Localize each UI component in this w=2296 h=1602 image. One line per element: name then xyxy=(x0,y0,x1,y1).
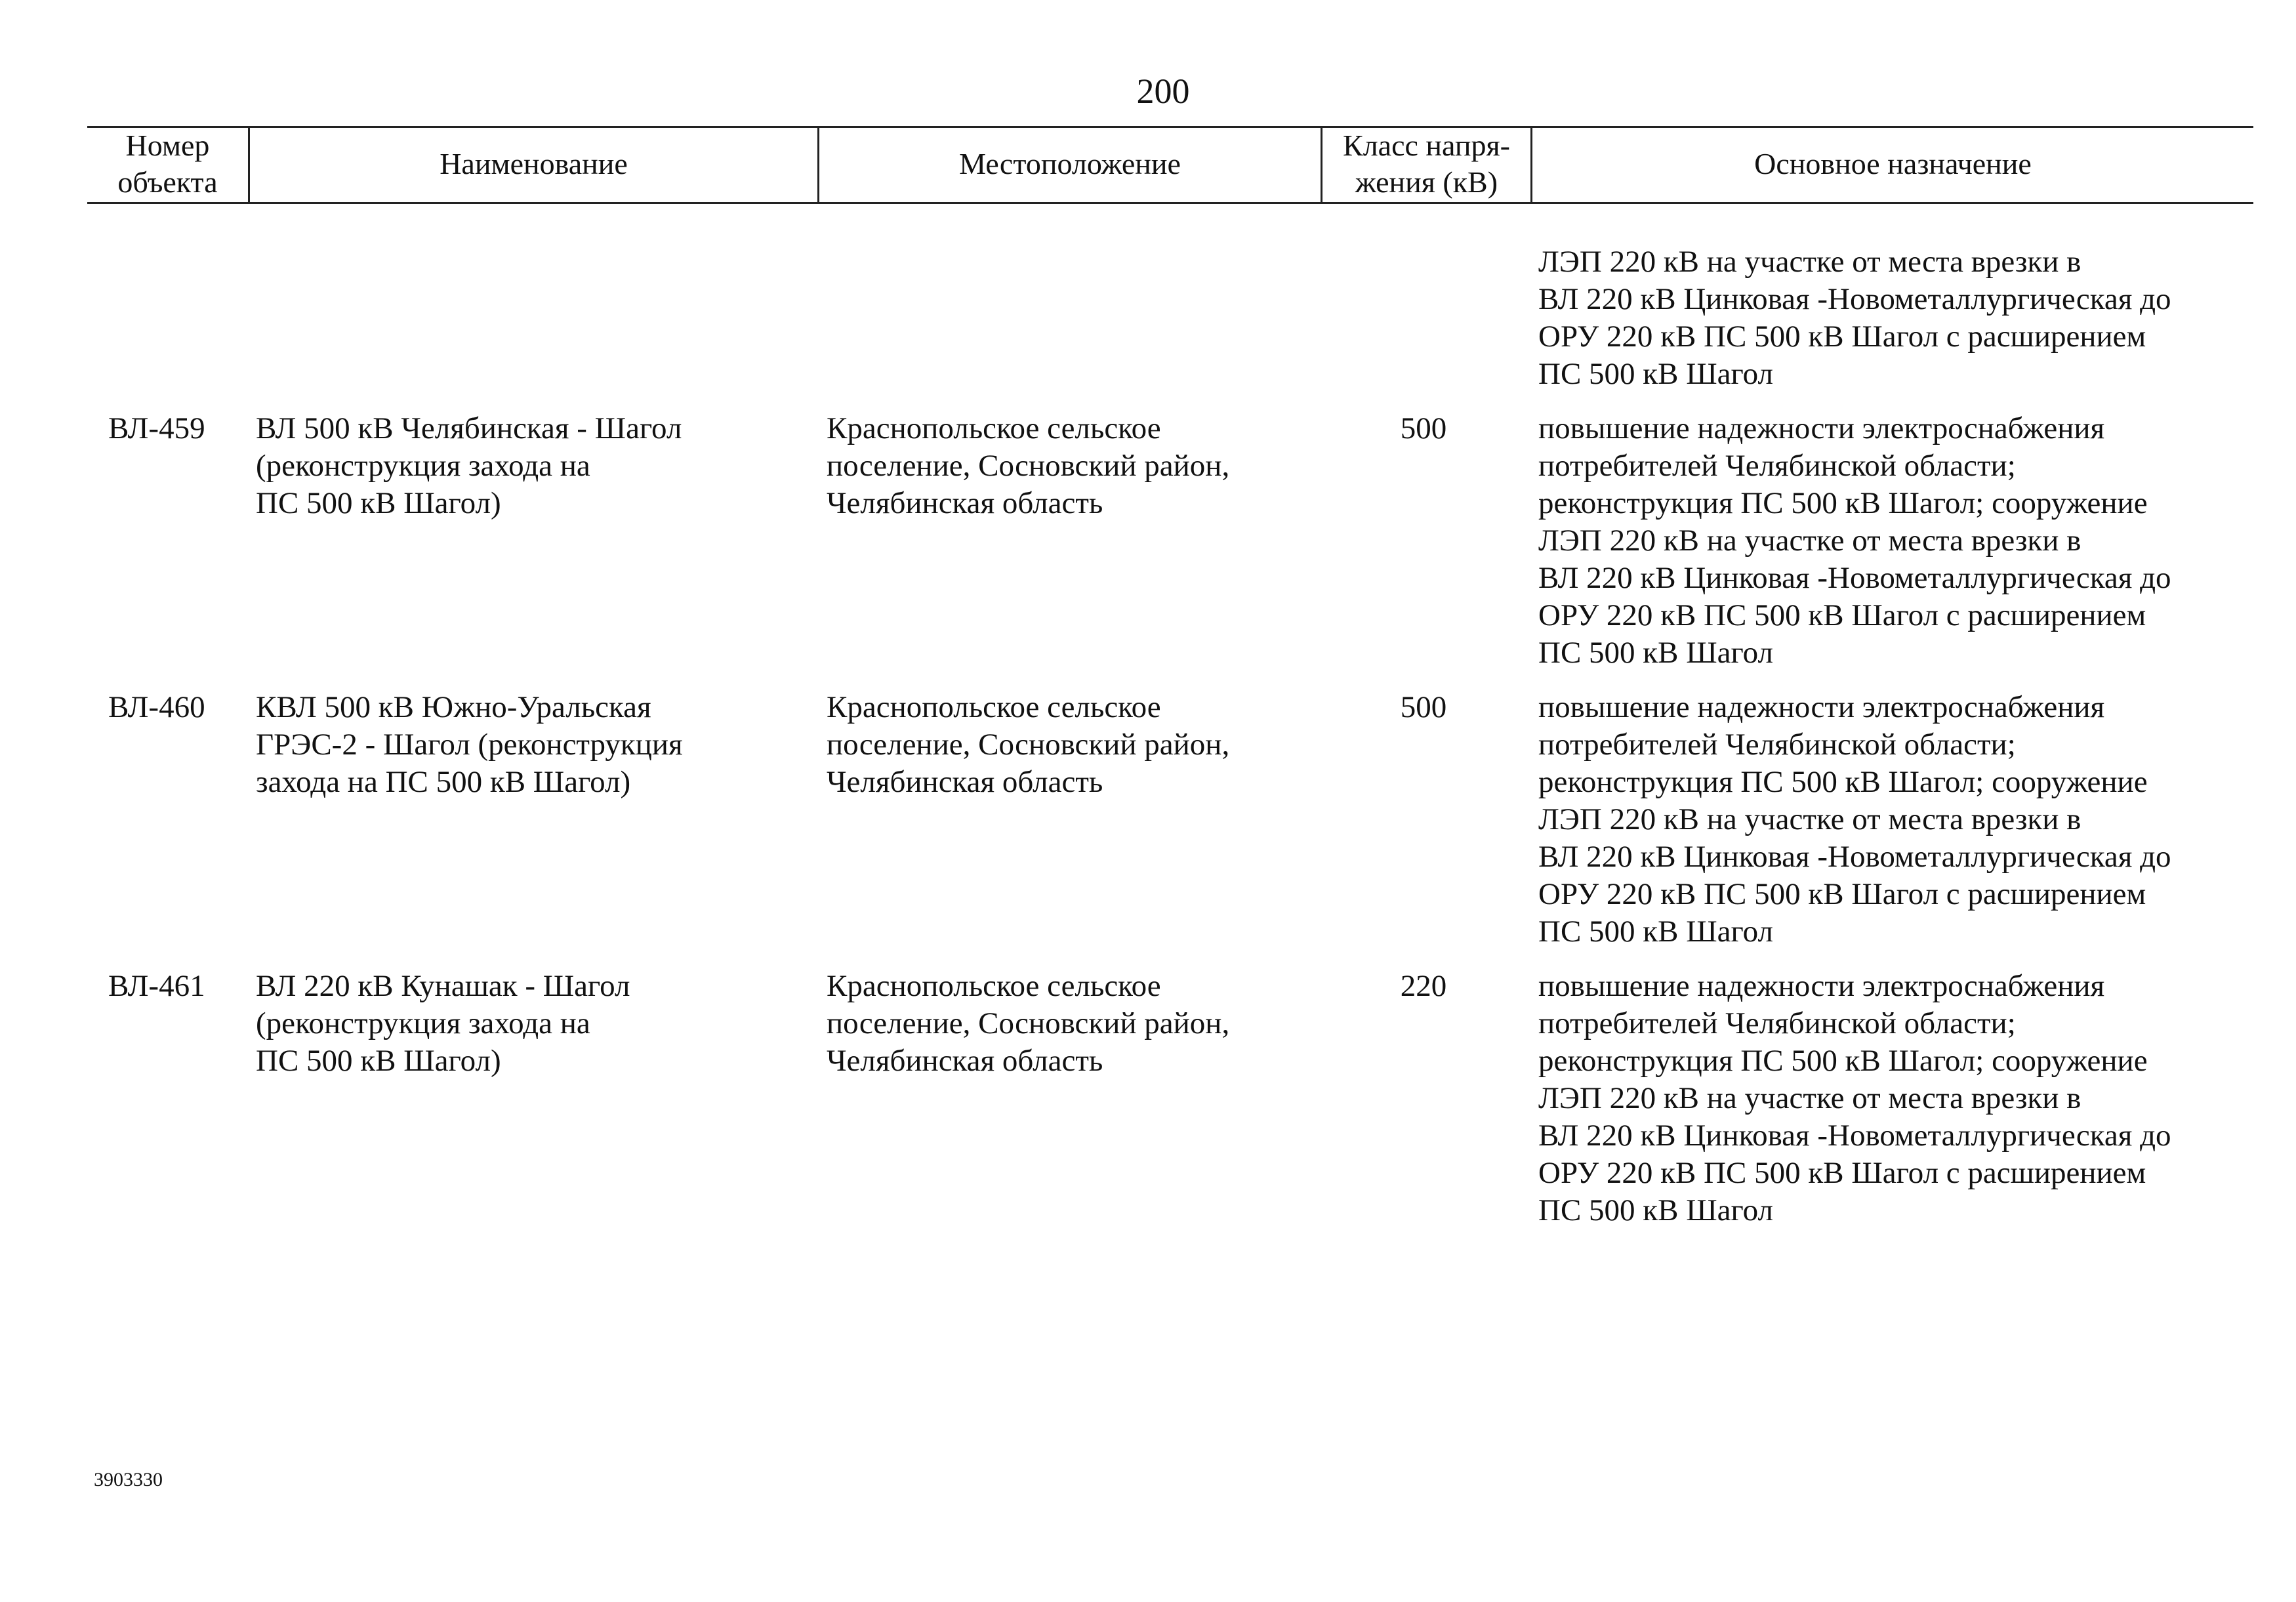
purpose-line: ПС 500 кВ Шагол xyxy=(1538,914,1773,949)
header-name xyxy=(250,126,817,202)
voltage-class: 220 xyxy=(1400,969,1447,1003)
purpose-line: ЛЭП 220 кВ на участке от места врезки в xyxy=(1538,1081,2081,1115)
purpose-line: ОРУ 220 кВ ПС 500 кВ Шагол с расширением xyxy=(1538,319,2146,354)
name-line: ПС 500 кВ Шагол) xyxy=(256,486,501,520)
purpose-line: ПС 500 кВ Шагол xyxy=(1538,1193,1773,1227)
header-bottom-rule xyxy=(87,202,2253,204)
purpose-line: потребителей Челябинской области; xyxy=(1538,449,2016,483)
purpose-line: повышение надежности электроснабжения xyxy=(1538,411,2105,445)
name-line: (реконструкция захода на xyxy=(256,449,590,483)
location-line: поселение, Сосновский район, xyxy=(827,728,1230,762)
purpose-line: ПС 500 кВ Шагол xyxy=(1538,357,1773,391)
purpose-line: реконструкция ПС 500 кВ Шагол; сооружение xyxy=(1538,765,2148,799)
header-purpose-label: Основное назначение xyxy=(1754,147,2032,180)
purpose-line: повышение надежности электроснабжения xyxy=(1538,969,2105,1003)
purpose-line: реконструкция ПС 500 кВ Шагол; сооружение xyxy=(1538,1044,2148,1078)
header-voltage-class xyxy=(1322,126,1530,202)
purpose-line: ОРУ 220 кВ ПС 500 кВ Шагол с расширением xyxy=(1538,598,2146,632)
name-line: ПС 500 кВ Шагол) xyxy=(256,1044,501,1078)
object-name xyxy=(256,968,630,1080)
object-location xyxy=(827,968,1229,1080)
object-purpose xyxy=(1538,410,2171,672)
purpose-line: повышение надежности электроснабжения xyxy=(1538,690,2105,724)
location-line: Челябинская область xyxy=(827,765,1103,799)
header-location xyxy=(819,126,1321,202)
purpose-line: ЛЭП 220 кВ на участке от места врезки в xyxy=(1538,802,2081,836)
page-number: 200 xyxy=(1136,72,1190,111)
location-line: Краснопольское сельское xyxy=(827,411,1161,445)
purpose-line: ВЛ 220 кВ Цинковая -Новометаллургическая до xyxy=(1538,1119,2171,1153)
purpose-line: ВЛ 220 кВ Цинковая -Новометаллургическая до xyxy=(1538,561,2171,595)
header-name-label: Наименование xyxy=(440,147,628,180)
name-line: ВЛ 500 кВ Челябинская - Шагол xyxy=(256,411,682,445)
name-line: (реконструкция захода на xyxy=(256,1006,590,1040)
location-line: поселение, Сосновский район, xyxy=(827,449,1230,483)
name-line: КВЛ 500 кВ Южно-Уральская xyxy=(256,690,651,724)
purpose-line: ВЛ 220 кВ Цинковая -Новометаллургическая до xyxy=(1538,840,2171,874)
header-object-number-line: объекта xyxy=(117,165,218,199)
purpose-line: ЛЭП 220 кВ на участке от места врезки в xyxy=(1538,245,2081,279)
object-purpose xyxy=(1538,689,2171,951)
voltage-class: 500 xyxy=(1400,690,1447,724)
location-line: Краснопольское сельское xyxy=(827,690,1161,724)
header-object-number-line: Номер xyxy=(125,129,210,162)
location-line: Краснопольское сельское xyxy=(827,969,1161,1003)
purpose-line: ЛЭП 220 кВ на участке от места врезки в xyxy=(1538,524,2081,558)
document-code: 3903330 xyxy=(94,1469,163,1490)
purpose-line: ОРУ 220 кВ ПС 500 кВ Шагол с расширением xyxy=(1538,877,2146,911)
continuation-purpose xyxy=(1538,243,2171,393)
name-line: захода на ПС 500 кВ Шагол) xyxy=(256,765,631,799)
purpose-line: ВЛ 220 кВ Цинковая -Новометаллургическая до xyxy=(1538,282,2171,316)
header-voltage-class-line: жения (кВ) xyxy=(1355,165,1498,199)
purpose-line: ОРУ 220 кВ ПС 500 кВ Шагол с расширением xyxy=(1538,1156,2146,1190)
name-line: ВЛ 220 кВ Кунашак - Шагол xyxy=(256,969,630,1003)
object-name xyxy=(256,689,683,801)
purpose-line: ПС 500 кВ Шагол xyxy=(1538,636,1773,670)
purpose-line: потребителей Челябинской области; xyxy=(1538,1006,2016,1040)
purpose-line: реконструкция ПС 500 кВ Шагол; сооружение xyxy=(1538,486,2148,520)
object-number: ВЛ-460 xyxy=(108,690,205,724)
object-purpose xyxy=(1538,968,2171,1229)
object-location xyxy=(827,410,1229,522)
purpose-line: потребителей Челябинской области; xyxy=(1538,728,2016,762)
location-line: Челябинская область xyxy=(827,486,1103,520)
voltage-class: 500 xyxy=(1400,411,1447,445)
object-number: ВЛ-461 xyxy=(108,969,205,1003)
location-line: поселение, Сосновский район, xyxy=(827,1006,1230,1040)
header-location-label: Местоположение xyxy=(959,147,1181,180)
object-number: ВЛ-459 xyxy=(108,411,205,445)
header-voltage-class-line: Класс напря- xyxy=(1343,129,1510,162)
object-name xyxy=(256,410,682,522)
object-location xyxy=(827,689,1229,801)
name-line: ГРЭС-2 - Шагол (реконструкция xyxy=(256,728,683,762)
header-object-number xyxy=(87,126,248,202)
header-purpose xyxy=(1532,126,2253,202)
location-line: Челябинская область xyxy=(827,1044,1103,1078)
